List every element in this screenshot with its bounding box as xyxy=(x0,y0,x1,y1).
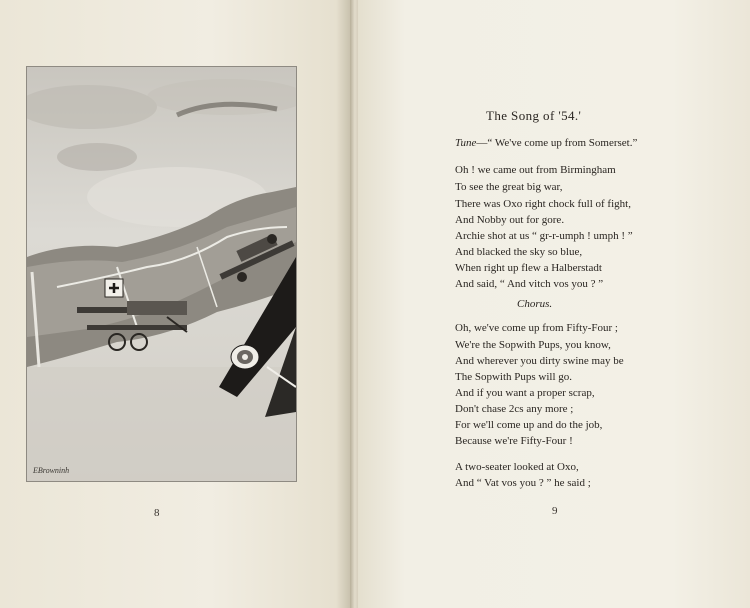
page-number-left: 8 xyxy=(154,507,160,519)
chorus-line: The Sopwith Pups will go. xyxy=(455,371,573,383)
tune-text: —“ We've come up from Somerset.” xyxy=(476,137,638,149)
chorus-line: And wherever you dirty swine may be xyxy=(455,355,624,367)
tune-label: Tune xyxy=(455,137,477,149)
chorus-line: Because we're Fifty-Four ! xyxy=(455,435,573,447)
verse-line: Oh ! we came out from Birmingham xyxy=(455,164,616,176)
chorus-line: For we'll come up and do the job, xyxy=(455,419,603,431)
chorus-line: Oh, we've come up from Fifty-Four ; xyxy=(455,322,618,334)
book-gutter xyxy=(350,0,358,608)
verse-line: And blacked the sky so blue, xyxy=(455,246,583,258)
verse-line: And said, “ And vitch vos you ? ” xyxy=(455,278,604,290)
page-number-right: 9 xyxy=(552,505,558,517)
chorus-line: We're the Sopwith Pups, you know, xyxy=(455,339,611,351)
biplane-dogfight-illustration-icon xyxy=(26,66,297,482)
chorus-line: And if you want a proper scrap, xyxy=(455,387,595,399)
verse-line: Archie shot at us “ gr-r-umph ! umph ! ” xyxy=(455,230,633,242)
verse-line: When right up flew a Halberstadt xyxy=(455,262,602,274)
verse-line: A two-seater looked at Oxo, xyxy=(455,461,579,473)
title-prefix: The Song of xyxy=(486,108,555,123)
verse-line: And Nobby out for gore. xyxy=(455,214,565,226)
tune-line xyxy=(455,137,637,149)
illustration-signature: EBrowninh xyxy=(33,466,70,475)
page-title xyxy=(486,108,581,124)
verse-line: To see the great big war, xyxy=(455,181,563,193)
title-suffix: '54.' xyxy=(558,108,582,123)
verse-line: And “ Vat vos you ? ” he said ; xyxy=(455,477,591,489)
verse-line: There was Oxo right chock full of fight, xyxy=(455,198,631,210)
chorus-line: Don't chase 2cs any more ; xyxy=(455,403,574,415)
chorus-label: Chorus. xyxy=(517,298,553,310)
